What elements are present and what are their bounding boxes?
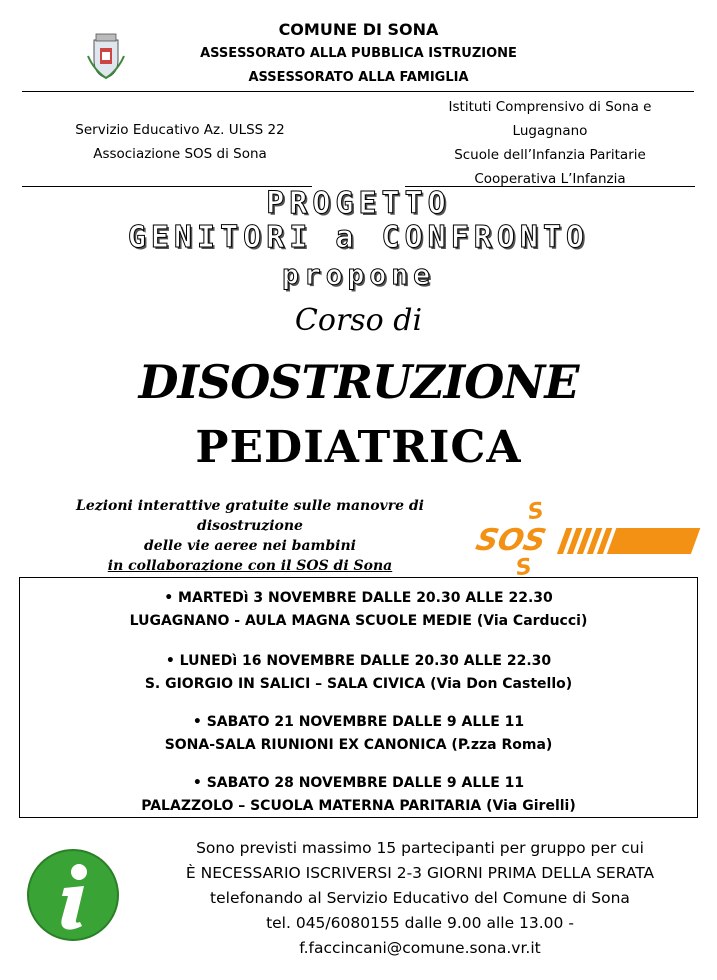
divider: [22, 91, 694, 92]
event-date: • SABATO 21 NOVEMBRE DALLE 9 ALLE 11: [192, 714, 525, 730]
event-place: PALAZZOLO – SCUOLA MATERNA PARITARIA (Via Girelli): [141, 798, 576, 814]
svg-text:SOS: SOS: [472, 523, 549, 558]
footer-phone: tel. 045/6080155 dalle 9.00 alle 13.00 -: [266, 914, 574, 932]
footer-email: f.faccincani@comune.sona.vr.it: [299, 939, 541, 957]
lezioni-line: delle vie aeree nei bambini: [144, 538, 356, 554]
partner-line: Associazione SOS di Sona: [93, 146, 267, 162]
event-place: SONA-SALA RIUNIONI EX CANONICA (P.zza Roma): [164, 737, 553, 753]
lezioni-collaborazione: in collaborazione con il SOS di Sona: [107, 558, 393, 574]
event-date: • SABATO 28 NOVEMBRE DALLE 9 ALLE 11: [192, 775, 525, 791]
event-date: • LUNEDì 16 NOVEMBRE DALLE 20.30 ALLE 22.30: [165, 653, 552, 669]
events-box: [19, 577, 698, 818]
title-pediatrica: PEDIATRICA: [195, 422, 522, 473]
svg-text:S: S: [514, 554, 534, 582]
partner-line: Lugagnano: [512, 123, 588, 139]
title-genitori: GENITORI a CONFRONTO: [127, 220, 590, 255]
header-assessorato-istruzione: ASSESSORATO ALLA PUBBLICA ISTRUZIONE: [200, 46, 517, 61]
event-place: LUGAGNANO - AULA MAGNA SCUOLE MEDIE (Via Carducci): [129, 613, 588, 629]
partner-line: Scuole dell’Infanzia Paritarie: [454, 147, 646, 163]
lezioni-line: Lezioni interattive gratuite sulle manovre di disostruzione: [76, 498, 424, 534]
title-corso: Corso di: [294, 303, 423, 338]
info-icon: [26, 848, 120, 942]
partner-line: Cooperativa L’Infanzia: [474, 171, 626, 187]
event-date: • MARTEDì 3 NOVEMBRE DALLE 20.30 ALLE 22.30: [164, 590, 553, 606]
partners-right: [405, 95, 695, 191]
title-propone: propone: [281, 258, 435, 291]
svg-text:S: S: [526, 498, 546, 526]
event-place: S. GIORGIO IN SALICI – SALA CIVICA (Via Don Castello): [144, 676, 573, 692]
title-disostruzione: DISOSTRUZIONE: [138, 355, 579, 409]
title-progetto: PROGETTO: [266, 186, 451, 221]
footer-line: Sono previsti massimo 15 partecipanti per gruppo per cui: [196, 839, 644, 857]
header-comune: COMUNE DI SONA: [278, 20, 439, 39]
partners-left: [30, 118, 330, 166]
footer-registration-notice: È NECESSARIO ISCRIVERSI 2-3 GIORNI PRIMA DELLA SERATA: [185, 864, 655, 882]
sos-logo: [472, 496, 698, 582]
lezioni-description: [30, 496, 470, 576]
partner-line: Servizio Educativo Az. ULSS 22: [75, 122, 285, 138]
partner-line: Istituti Comprensivo di Sona e: [448, 99, 652, 115]
header-assessorato-famiglia: ASSESSORATO ALLA FAMIGLIA: [248, 70, 469, 85]
footer-line: telefonando al Servizio Educativo del Comune di Sona: [210, 889, 630, 907]
